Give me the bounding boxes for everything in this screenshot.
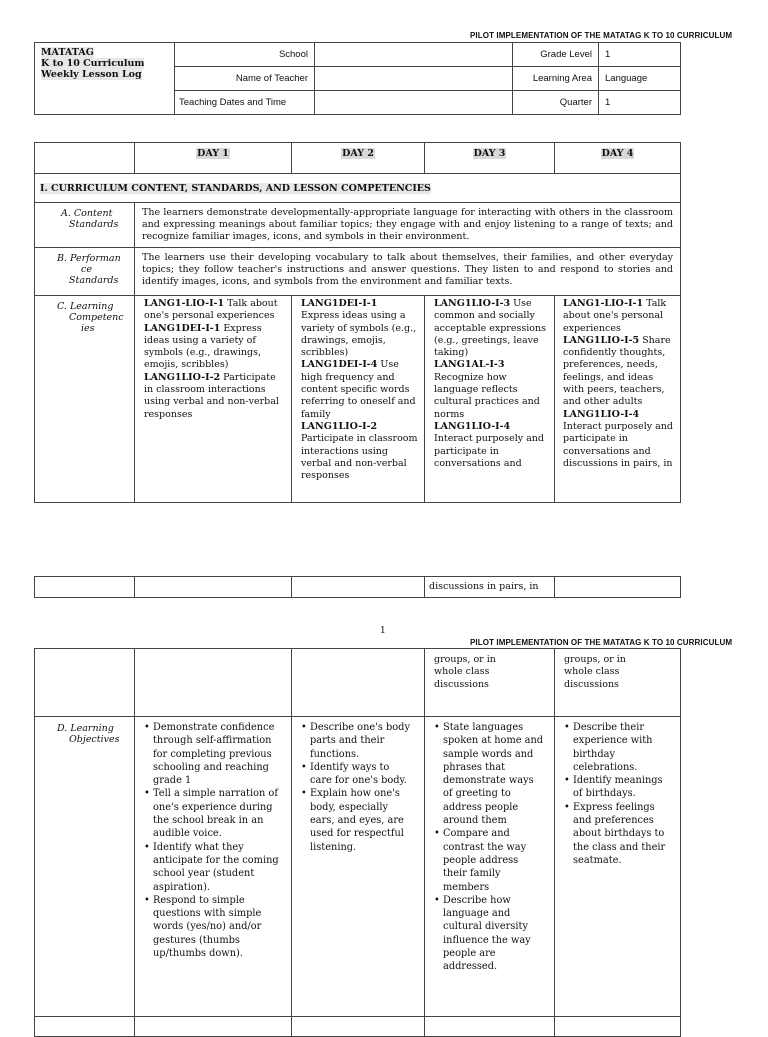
competency-item: LANG1-LIO-I-1 Talk about one's personal experiences (563, 298, 667, 334)
day-3-header: DAY 3 (425, 143, 555, 174)
objective-item: • Express feelings and preferences about birthdays to the class and their seatmate. (564, 801, 666, 867)
objectives-day-2 (292, 717, 425, 1017)
continuation-table (34, 576, 681, 598)
objective-item: • Describe one's body parts and their functions. (301, 721, 412, 761)
teacher-name-label: Name of Teacher (175, 67, 315, 91)
teaching-dates-field[interactable] (315, 91, 513, 115)
performance-standards-label: B. Performan ce Standards (35, 248, 135, 296)
learning-competencies-label: C. Learning Competenc ies (35, 296, 135, 503)
objective-item: • Respond to simple questions with simple words (yes/no) and/or gestures (thumbs up/thumbs down). (144, 894, 283, 960)
performance-standards-text: The learners use their developing vocabulary to talk about themselves, their families, and other everyday topics; they follow teacher's instructions and answer questions. They listen to and respond to stories and identify images, icons, and symbols from the environment and familiar texts. (135, 248, 681, 296)
page-number: 1 (380, 626, 386, 636)
learning-area-value[interactable]: Language (599, 67, 681, 91)
learning-area-label: Learning Area (513, 67, 599, 91)
page2-next-row-day-4 (555, 1017, 681, 1037)
competency-item: LANG1-LIO-I-1 Talk about one's personal experiences (144, 298, 278, 322)
competencies-day-4 (555, 296, 681, 503)
objective-item: • Demonstrate confidence through self-affirmation for completing previous schooling and reaching grade 1 (144, 721, 283, 787)
page2-day-4-cont: groups, or in whole class discussions (555, 649, 681, 717)
corner-cell (35, 143, 135, 174)
page2-label-cell (35, 649, 135, 717)
page2-day-3-cont: groups, or in whole class discussions (425, 649, 555, 717)
competency-item: LANG1LIO-I-2 Participate in classroom interactions using verbal and non-verbal responses (144, 371, 279, 420)
quarter-label: Quarter (513, 91, 599, 115)
competency-item: LANG1DEI-I-1 Express ideas using a variety of symbols (e.g., drawings, emojis, scribbles) (301, 298, 417, 359)
competency-item: LANG1LIO-I-2 Participate in classroom interactions using verbal and non-verbal responses (301, 420, 418, 482)
objective-item: • Identify ways to care for one's body. (301, 761, 412, 788)
competency-item: LANG1DEI-I-4 Use high frequency and content specific words referring to oneself and family (301, 359, 416, 420)
title-curriculum: K to 10 Curriculum (41, 58, 145, 69)
grade-level-value[interactable]: 1 (599, 43, 681, 67)
objective-item: • Describe their experience with birthday celebrations. (564, 721, 666, 774)
page2-day-1-cont (135, 649, 292, 717)
school-field[interactable] (315, 43, 513, 67)
competency-item: LANG1LIO-I-3 Use common and socially acceptable expressions (e.g., greetings, leave taking) (434, 298, 546, 359)
objectives-day-3 (425, 717, 555, 1017)
objectives-day-1 (135, 717, 292, 1017)
objective-item: • Explain how one's body, especially ears, and eyes, are used for respectful listening. (301, 787, 412, 853)
page2-next-row-day-3 (425, 1017, 555, 1037)
competencies-day-3 (425, 296, 555, 503)
objective-item: • Identify what they anticipate for the coming school year (student aspiration). (144, 841, 283, 894)
page2-day-2-cont (292, 649, 425, 717)
objective-item: • Identify meanings of birthdays. (564, 774, 666, 801)
lesson-plan-table-page-2 (34, 648, 681, 1037)
grade-level-label: Grade Level (513, 43, 599, 67)
school-label: School (175, 43, 315, 67)
teacher-name-field[interactable] (315, 67, 513, 91)
objective-item: • Tell a simple narration of one's experience during the school break in an audible voice. (144, 787, 283, 840)
page2-next-row-day-1 (135, 1017, 292, 1037)
objective-item: • State languages spoken at home and sample words and phrases that demonstrate ways of greeting to address people around them (434, 721, 544, 827)
continuation-day-2 (292, 577, 425, 598)
competency-item: LANG1LIO-I-4 Interact purposely and participate in conversations and discussions in pairs, in (563, 408, 674, 469)
content-standards-text: The learners demonstrate developmentally-appropriate language for interacting with others in the classroom and expressing meanings about familiar topics; they engage with and enjoy listening to a range of texts; and recognize familiar images, icons, and symbols in their environment. (135, 203, 681, 248)
competency-item: LANG1AL-I-3 Recognize how language reflects cultural practices and norms (434, 359, 540, 420)
continuation-day-4 (555, 577, 681, 598)
pilot-implementation-header: PILOT IMPLEMENTATION OF THE MATATAG K TO 10 CURRICULUM (470, 31, 733, 40)
quarter-value[interactable]: 1 (599, 91, 681, 115)
section-curriculum-heading: I. CURRICULUM CONTENT, STANDARDS, AND LESSON COMPETENCIES (35, 174, 681, 203)
title-block (35, 43, 175, 115)
continuation-label-cell (35, 577, 135, 598)
pilot-implementation-header-page-2: PILOT IMPLEMENTATION OF THE MATATAG K TO 10 CURRICULUM (470, 638, 733, 647)
competency-item: LANG1LIO-I-5 Share confidently thoughts, preferences, needs, feelings, and ideas with peers, teachers, and other adults (563, 334, 671, 408)
teaching-dates-label: Teaching Dates and Time (175, 91, 315, 115)
day-4-header: DAY 4 (555, 143, 681, 174)
page2-next-row-label (35, 1017, 135, 1037)
title-weekly-log: Weekly Lesson Log (41, 69, 142, 80)
competency-item: LANG1LIO-I-4 Interact purposely and participate in conversations and (434, 420, 545, 469)
objectives-day-4 (555, 717, 681, 1017)
competencies-day-1 (135, 296, 292, 503)
content-standards-label: A. Content Standards (35, 203, 135, 248)
lesson-plan-table (34, 142, 681, 503)
lesson-log-header-table (34, 42, 681, 115)
title-matatag: MATATAG (41, 47, 94, 58)
page2-next-row-day-2 (292, 1017, 425, 1037)
continuation-day-3: discussions in pairs, in (425, 577, 555, 598)
competency-item: LANG1DEI-I-1 Express ideas using a variety of symbols (e.g., drawings, emojis, scribbles) (144, 322, 262, 371)
continuation-day-1 (135, 577, 292, 598)
day-1-header: DAY 1 (135, 143, 292, 174)
objective-item: • Describe how language and cultural diversity influence the way people are addressed. (434, 894, 544, 974)
competencies-day-2 (292, 296, 425, 503)
day-2-header: DAY 2 (292, 143, 425, 174)
learning-objectives-label: D. Learning Objectives (35, 717, 135, 1017)
objective-item: • Compare and contrast the way people address their family members (434, 827, 544, 893)
